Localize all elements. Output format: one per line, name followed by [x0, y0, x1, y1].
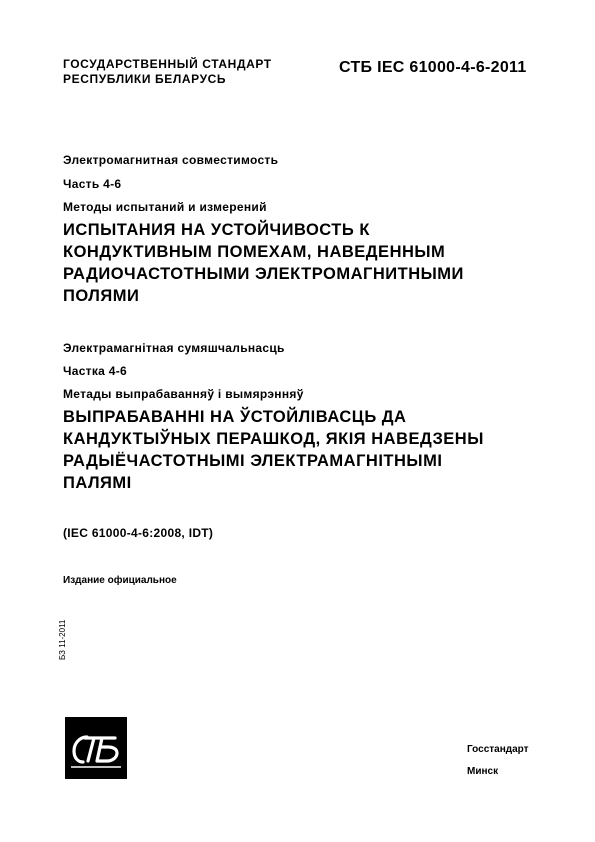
by-subtitle: Метады выпрабаванняў і вымярэнняў — [63, 387, 304, 401]
header-line1: ГОСУДАРСТВЕННЫЙ СТАНДАРТ — [63, 57, 272, 71]
stb-logo-icon — [65, 717, 127, 779]
ru-title-line-1: ИСПЫТАНИЯ НА УСТОЙЧИВОСТЬ К — [63, 221, 370, 239]
iec-reference: (IEC 61000-4-6:2008, IDT) — [63, 526, 214, 540]
ru-title-line-2: КОНДУКТИВНЫМ ПОМЕХАМ, НАВЕДЕННЫМ — [63, 243, 446, 261]
ru-title-line-4: ПОЛЯМИ — [63, 287, 140, 305]
by-title-line-2: КАНДУКТЫЎНЫХ ПЕРАШКОД, ЯКІЯ НАВЕДЗЕНЫ — [63, 430, 484, 448]
by-part: Частка 4-6 — [63, 364, 128, 378]
header-line2: РЕСПУБЛИКИ БЕЛАРУСЬ — [63, 72, 227, 86]
ru-title-line-3: РАДИОЧАСТОТНЫМИ ЭЛЕКТРОМАГНИТНЫМИ — [63, 265, 464, 283]
ru-part: Часть 4-6 — [63, 177, 122, 191]
by-series: Электрамагнітная сумяшчальнасць — [63, 341, 285, 355]
by-title-line-1: ВЫПРАБАВАННІ НА ЎСТОЙЛІВАСЦЬ ДА — [63, 408, 407, 426]
by-title-line-4: ПАЛЯМІ — [63, 474, 132, 492]
standard-number: СТБ IEC 61000-4-6-2011 — [339, 59, 527, 76]
side-code: БЗ 11-2011 — [58, 619, 67, 660]
edition-label: Издание официальное — [63, 575, 177, 586]
publisher-city: Минск — [467, 766, 499, 777]
ru-subtitle: Методы испытаний и измерений — [63, 200, 267, 214]
ru-series: Электромагнитная совместимость — [63, 153, 279, 167]
by-title-line-3: РАДЫЁЧАСТОТНЫМІ ЭЛЕКТРАМАГНІТНЫМІ — [63, 452, 443, 470]
publisher-name: Госстандарт — [467, 744, 529, 755]
